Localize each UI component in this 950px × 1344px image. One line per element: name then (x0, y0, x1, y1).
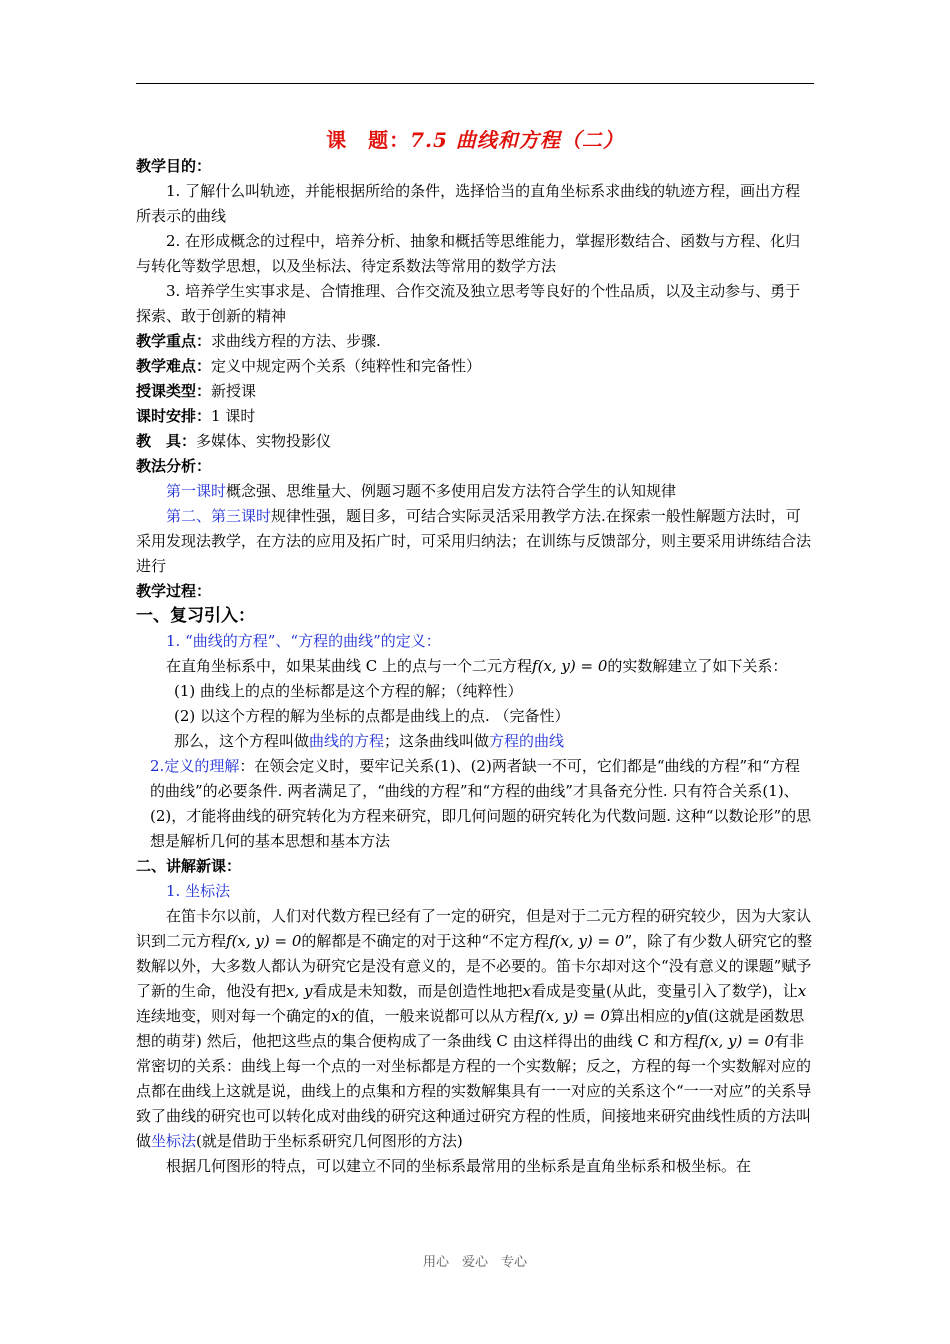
section-new-lesson-heading: 二、讲解新课： (136, 857, 242, 875)
header-rule (136, 83, 814, 84)
method-paragraph-2: 第二、第三课时规律性强，题目多，可结合实际灵活采用教学方法.在探索一般性解题方法时，可采用发现法教学，在方法的应用及拓广时，可采用归纳法；在训练与反馈部分，则主要采用讲练结合法进行 (136, 507, 812, 575)
meta-difficulties: 教学难点：定义中规定两个关系（纯粹性和完备性） (136, 357, 482, 375)
section-review-heading: 一、复习引入： (136, 606, 255, 626)
coordinate-systems-paragraph: 根据几何图形的特点，可以建立不同的坐标系最常用的坐标系是直角坐标系和极坐标。在 (166, 1157, 752, 1175)
document-title (136, 126, 814, 154)
goal-item: 3. 培养学生实事求是、合情推理、合作交流及独立思考等良好的个性品质，以及主动参与、勇于探索、敢于创新的精神 (136, 282, 801, 325)
coordinate-method-paragraph: 在笛卡尔以前，人们对代数方程已经有了一定的研究，但是对于二元方程的研究较少，因为大家认识到二元方程f(x, y) = 0的解都是不确定的对于这种“不定方程f(x, y) = 0”，除了有少数人研究它的整数解以外，大多数人都认为研究它是没有意义的，是不必要的。笛卡尔却对这个“没有意义的课题”赋予了新的生命，他没有把x, y看成是未知数，而是创造性地把x看成是变量(从此，变量引入了数学)，让x连续地变，则对每一个确定的x的值，一般来说都可以从方程f(x, y) = 0算出相应的y值(这就是函数思想的萌芽) 然后，他把这些点的集合便构成了一条曲线 C 由这样得出的曲线 C 和方程f(x, y) = 0有非常密切的关系：曲线上每一个点的一对坐标都是方程的一个实数解；反之，方程的每一个实数解对应的点都在曲线上这就是说，曲线上的点集和方程的实数解集具有一一对应的关系这个“一一对应”的关系导致了曲线的研究也可以转化成对曲线的研究这种通过研究方程的性质，间接地来研究曲线性质的方法叫做坐标法(就是借助于坐标系研究几何图形的方法) (136, 907, 813, 1150)
document-body (136, 126, 814, 1179)
relation-completeness: (2) 以这个方程的解为坐标的点都是曲线上的点. （完备性） (174, 707, 570, 725)
goal-item: 2. 在形成概念的过程中，培养分析、抽象和概括等思维能力，掌握形数结合、函数与方程、化归与转化等数学思想，以及坐标法、待定系数法等常用的数学方法 (136, 232, 801, 275)
goals-heading: 教学目的： (136, 157, 212, 175)
definition-conclusion: 那么，这个方程叫做曲线的方程；这条曲线叫做方程的曲线 (174, 732, 565, 750)
meta-tools: 教 具：多媒体、实物投影仪 (136, 432, 332, 450)
coordinate-method-heading: 1. 坐标法 (166, 882, 231, 900)
definition-understanding: 2.定义的理解：在领会定义时，要牢记关系(1)、(2)两者缺一不可，它们都是“曲线的方程”和“方程的曲线”的必要条件. 两者满足了，“曲线的方程”和“方程的曲线”才具备充分性. 只有符合关系(1)、(2)，才能将曲线的研究转化为方程来研究，即几何问题的研究转化为代数问题. 这种“以数论形”的思想是解析几何的基本思想和基本方法 (150, 757, 812, 850)
method-paragraph-1: 第一课时概念强、思维量大、例题习题不多使用启发方法符合学生的认知规律 (166, 482, 677, 500)
title-topic: 7.5 曲线和方程（二） (410, 128, 624, 152)
process-heading: 教学过程： (136, 582, 212, 600)
meta-key-points: 教学重点：求曲线方程的方法、步骤. (136, 332, 381, 350)
relation-purity: (1) 曲线上的点的坐标都是这个方程的解；（纯粹性） (174, 682, 523, 700)
method-heading: 教法分析： (136, 457, 212, 475)
page-footer: 用心 爱心 专心 (422, 1255, 527, 1270)
title-prefix: 课 题： (326, 128, 411, 152)
meta-schedule: 课时安排：1 课时 (136, 407, 256, 425)
goal-item: 1. 了解什么叫轨迹，并能根据所给的条件，选择恰当的直角坐标系求曲线的轨迹方程，画出方程所表示的曲线 (136, 182, 801, 225)
definition-text: 在直角坐标系中，如果某曲线 C 上的点与一个二元方程f(x, y) = 0的实数解建立了如下关系： (166, 657, 788, 675)
meta-lesson-type: 授课类型：新授课 (136, 382, 257, 400)
definition-heading: 1. “曲线的方程”、“方程的曲线”的定义： (166, 632, 441, 650)
